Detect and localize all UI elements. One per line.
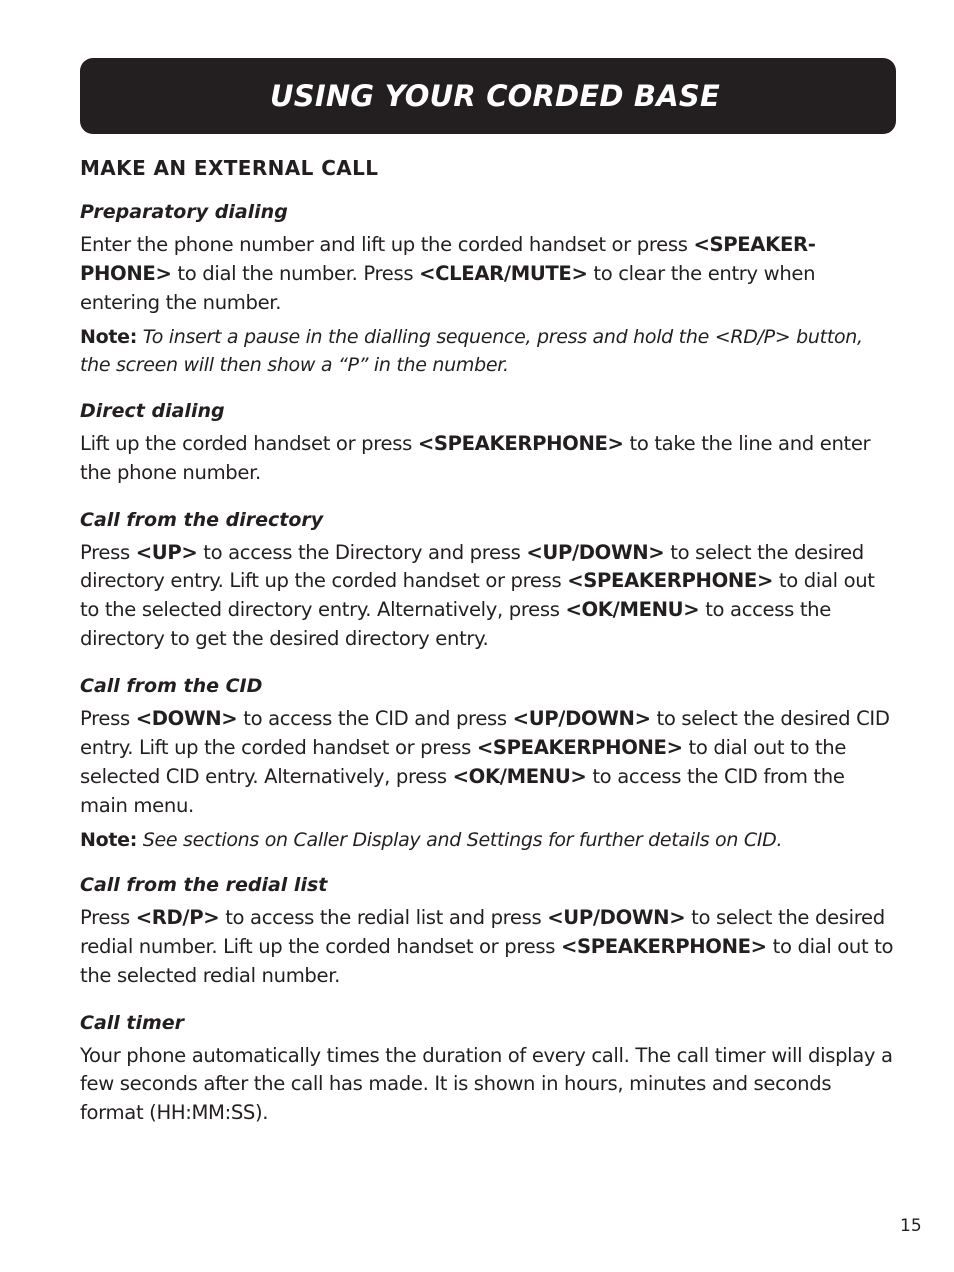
cid-text — [80, 705, 896, 821]
text-run: to access the CID from the main menu. — [80, 764, 845, 817]
call-timer-text: Your phone automatically times the duration of every call. The call timer will display a few seconds after the call has made. It is shown in hours, minutes and seconds format (HH:MM:SS). — [80, 1043, 893, 1125]
text-run: to clear the entry when entering the number. — [80, 261, 816, 314]
key-speakerphone: <SPEAKERPHONE> — [417, 431, 624, 455]
note-text: See sections on Caller Display and Settings for further details on CID. — [142, 828, 783, 851]
text-run: Press — [80, 707, 136, 731]
direct-dialing-heading: Direct dialing — [80, 399, 225, 422]
preparatory-note — [80, 323, 896, 379]
page-banner — [80, 58, 896, 134]
note-label: Note: — [80, 325, 138, 348]
text-run: to dial out to the selected redial number. — [80, 934, 894, 987]
key-rd-p: <RD/P> — [135, 905, 220, 929]
text-run: Press — [80, 905, 136, 929]
text-run: to dial out to the selected directory entry. Alternatively, press — [80, 569, 875, 622]
key-down: <DOWN> — [135, 707, 238, 731]
page-number: 15 — [900, 1216, 922, 1236]
call-timer-heading: Call timer — [80, 1011, 185, 1034]
text-run: to select the desired CID entry. Lift up the corded handset or press — [80, 707, 890, 760]
text-run: to access the Directory and press — [197, 540, 527, 564]
note-label: Note: — [80, 828, 138, 851]
key-up-down: <UP/DOWN> — [547, 905, 686, 929]
cid-note — [80, 826, 896, 854]
text-run: to dial the number. Press — [171, 261, 420, 285]
key-up: <UP> — [135, 540, 198, 564]
preparatory-dialing-heading: Preparatory dialing — [80, 201, 288, 223]
page-content — [80, 152, 896, 1133]
text-run: to dial out to the selected CID entry. Alternatively, press — [80, 736, 847, 788]
text-run: to take the line and enter the phone number. — [80, 431, 871, 484]
note-text: To insert a pause in the dialling sequence, press and hold the <RD/P> button, the screen will then show a “P” in the number. — [80, 325, 863, 376]
key-clear-mute: <CLEAR/MUTE> — [419, 261, 588, 285]
text-run: to access the directory to get the desired directory entry. — [80, 598, 831, 651]
preparatory-dialing-text — [80, 231, 896, 318]
key-up-down: <UP/DOWN> — [526, 540, 665, 564]
key-ok-menu: <OK/MENU> — [565, 598, 700, 622]
text-run: to select the desired redial number. Lift up the corded handset or press — [80, 905, 885, 958]
directory-heading: Call from the directory — [80, 508, 324, 531]
key-speakerphone: <SPEAKERPHONE> — [476, 736, 683, 760]
key-speakerphone: <SPEAKER-PHONE> — [80, 233, 816, 285]
text-run: Enter the phone number and lift up the corded handset or press — [80, 233, 694, 256]
text-run: to access the redial list and press — [219, 905, 548, 929]
key-speakerphone: <SPEAKERPHONE> — [560, 934, 767, 958]
text-run: Lift up the corded handset or press — [80, 431, 418, 455]
redial-heading: Call from the redial list — [80, 873, 328, 896]
banner-title: USING YOUR CORDED BASE — [270, 79, 720, 113]
directory-text — [80, 539, 896, 655]
key-ok-menu: <OK/MENU> — [452, 764, 587, 788]
text-run: to access the CID and press — [237, 707, 513, 731]
section-title: MAKE AN EXTERNAL CALL — [80, 156, 379, 180]
direct-dialing-text — [80, 430, 896, 488]
text-run: to select the desired directory entry. Lift up the corded handset or press — [80, 540, 864, 593]
redial-text — [80, 904, 896, 991]
cid-heading: Call from the CID — [80, 675, 263, 698]
text-run: Press — [80, 540, 136, 564]
key-up-down: <UP/DOWN> — [512, 707, 651, 731]
key-speakerphone: <SPEAKERPHONE> — [567, 569, 774, 593]
